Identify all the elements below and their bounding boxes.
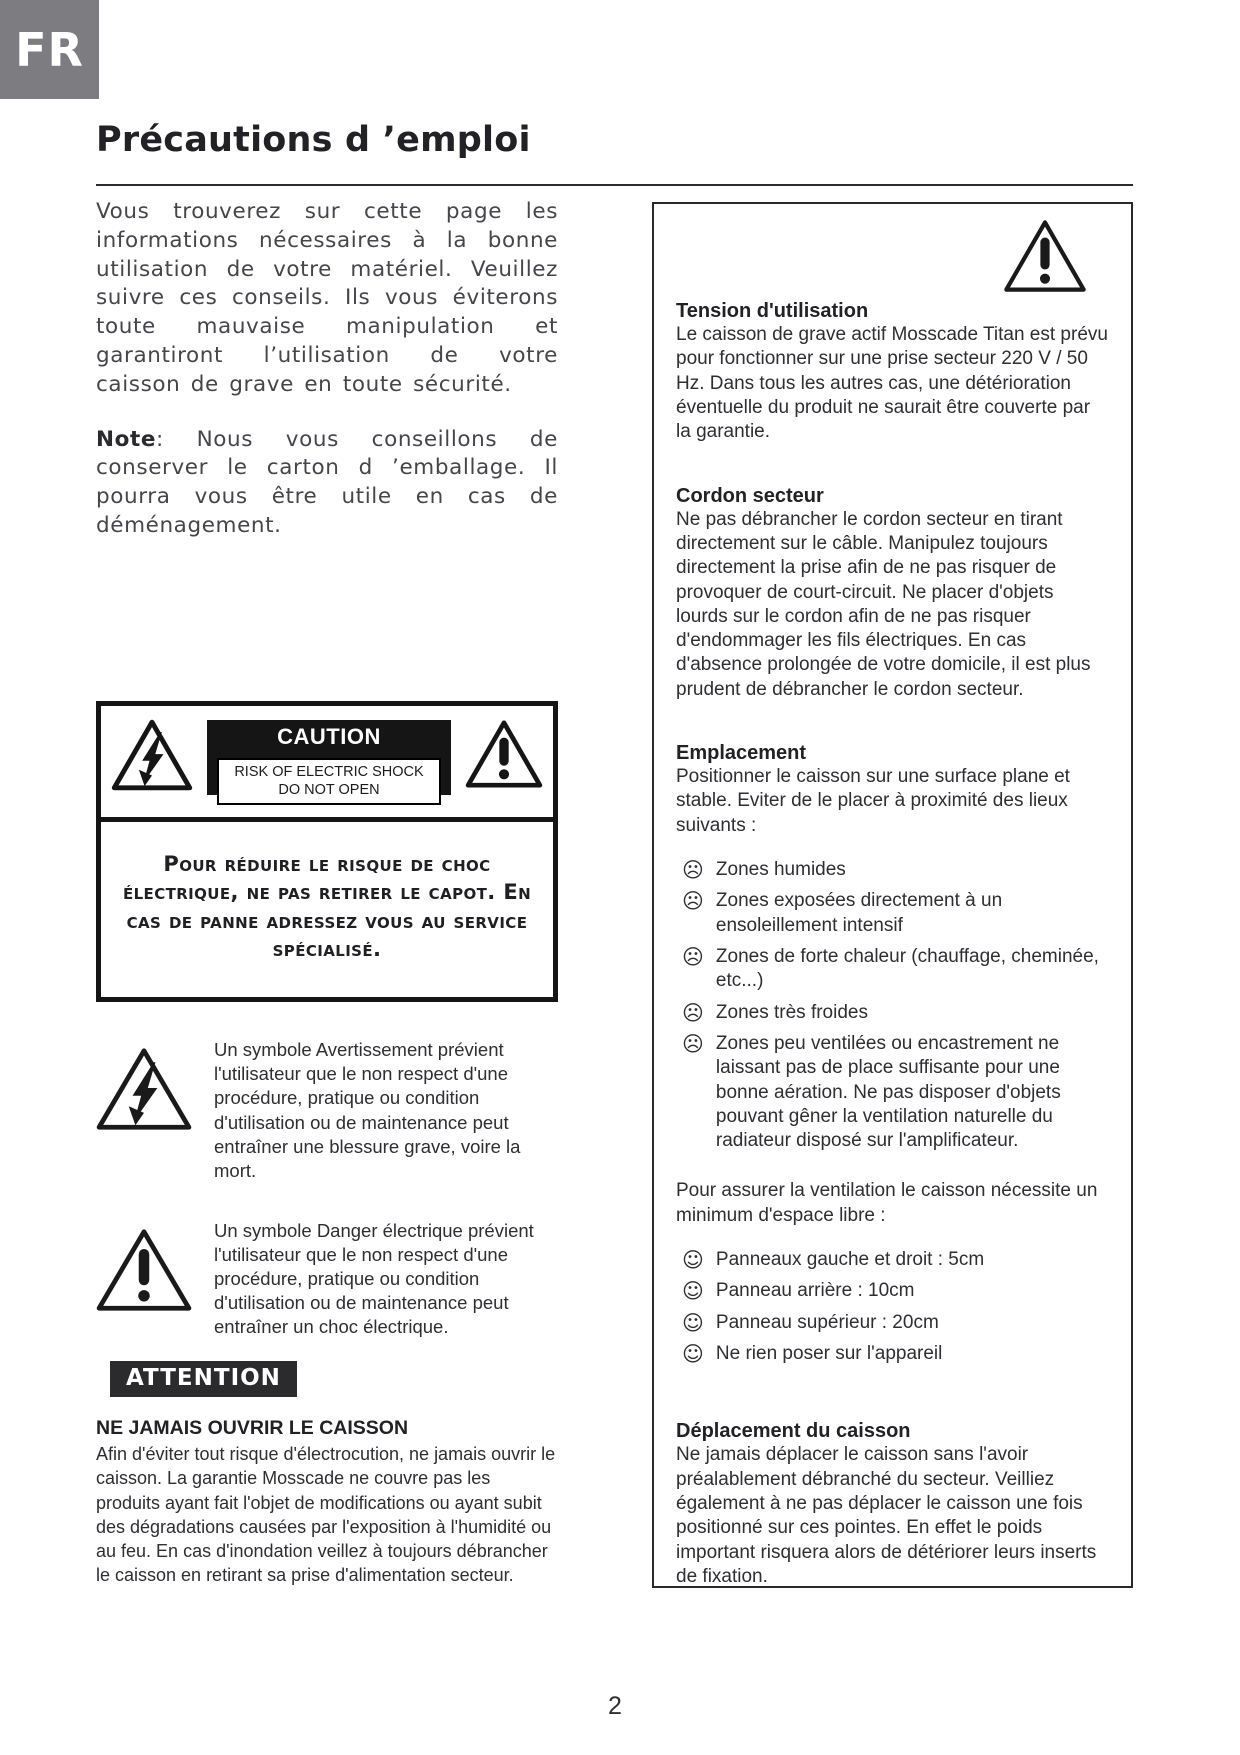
list-item-text: Zones peu ventilées ou encastrement ne laissant pas de place suffisante pour une bonne aération. Ne pas disposer d'objets pouvant gêner la ventilation naturelle du radiateur disposé sur l'amplificateur. [715,1032,1061,1152]
list-item-text: Panneaux gauche et droit : 5cm [715,1249,985,1271]
note-paragraph [96,426,558,541]
never-open-body: Afin d'éviter tout risque d'électrocution, ne jamais ouvrir le caisson. La garantie Mosscade ne couvre pas les produits ayant fait l'objet de modifications ou ayant subit des dégradations causées par l'exposition à l'humidité ou au feu. En cas d'inondation veillez à toujours débrancher le caisson en retirant sa prise d'alimentation secteur. [96,1443,556,1586]
caution-body-text: Pour réduire le risque de choc électrique, ne pas retirer le capot. En cas de panne adressez vous au service spécialisé. [122,852,532,962]
caution-banner-title: CAUTION [277,723,381,749]
never-open-heading: NE JAMAIS OUVRIR LE CAISSON [96,1416,409,1439]
page-title: Précautions d ’emploi [96,120,531,160]
note-text: : Nous vous conseillons de conserver le carton d ’emballage. Il pourra vous être utile en cas de déménagement. [96,426,558,538]
exclamation-triangle-icon [96,1219,192,1318]
lightning-triangle-icon [111,718,193,792]
safety-info-box [652,202,1133,1588]
warning-row-avertissement [96,1038,558,1182]
caution-sub-line1: RISK OF ELECTRIC SHOCK [234,763,424,780]
frown-face-icon: ☹ [682,889,704,914]
caution-banner-group [207,720,451,811]
list-item-text: Zones exposées directement à un ensoleillement intensif [715,890,1003,936]
warning-text: Un symbole Avertissement prévient l'utilisateur que le non respect d'une procédure, pratique ou condition d'utilisation ou de maintenance peut entraîner une blessure grave, voire la mort. [214,1039,521,1181]
smile-face-icon: ☺ [682,1279,704,1304]
section-cordon [676,485,1109,703]
section-body: Ne jamais déplacer le caisson sans l'avoir préalablement débranché du secteur. Veilliez également à ne pas déplacer le caisson une fois positionné sur ces pointes. En effet le poids important risquera alors de détériorer leurs inserts de fixation. [676,1444,1097,1587]
list-item-text: Ne rien poser sur l'appareil [715,1343,943,1364]
list-item [676,1279,1109,1303]
section-heading: Cordon secteur [676,484,824,507]
section-heading: Tension d'utilisation [676,300,869,322]
list-item-text: Zones très froides [715,1001,868,1023]
smile-face-icon: ☺ [682,1310,704,1335]
caution-plate-top [101,706,553,817]
title-underline [96,184,1133,186]
smile-face-icon: ☺ [682,1342,704,1366]
left-column [96,198,558,1588]
list-item [676,1032,1109,1154]
exclamation-triangle-icon [1003,218,1087,294]
ventilation-intro: Pour assurer la ventilation le caisson nécessite un minimum d'espace libre : [676,1180,1098,1226]
never-open-section [96,1417,558,1588]
warning-text: Un symbole Danger électrique prévient l'utilisateur que le non respect d'une procédure, pratique ou condition d'utilisation ou de maintenance peut entraîner un choc électrique. [214,1219,534,1337]
intro-paragraph: Vous trouverez sur cette page les informations nécessaires à la bonne utilisation de votre matériel. Veuillez suivre ces conseils. Ils vous éviterons toute mauvaise manipulation et garantiront l’utilisation de votre caisson de grave en toute sécurité. [96,199,558,397]
caution-sub-line2: DO NOT OPEN [278,781,380,798]
section-emplacement [676,742,1109,1153]
section-body: Le caisson de grave actif Mosscade Titan est prévu pour fonctionner sur une prise secteur 220 V / 50 Hz. Dans tous les autres cas, une détérioration éventuelle du produit ne saurait être couverte par la garantie. [676,324,1108,443]
frown-face-icon: ☹ [682,1000,704,1025]
caution-sub-box [217,758,441,805]
section-tension [676,300,1109,445]
frown-face-icon: ☹ [682,1031,704,1056]
list-item-text: Panneau arrière : 10cm [715,1280,915,1302]
clearance-list [676,1248,1109,1366]
lightning-triangle-icon [96,1038,192,1137]
list-item [676,1311,1109,1335]
caution-banner [207,720,451,798]
list-item-text: Zones de forte chaleur (chauffage, cheminée, etc...) [715,945,1099,992]
list-item [676,889,1109,938]
list-item-text: Panneau supérieur : 20cm [715,1311,939,1333]
list-item [676,945,1109,994]
note-label: Note [96,426,157,452]
section-body: Ne pas débrancher le cordon secteur en tirant directement sur le câble. Manipulez toujours directement la prise afin de ne pas risquer de provoquer de court-circuit. Ne placer d'objets lourds sur le cordon afin de ne pas risquer d'endommager les fils électriques. En cas d'absence prolongée de votre domicile, il est plus prudent de débrancher le cordon secteur. [676,508,1091,700]
caution-plate [96,701,558,1003]
section-body: Positionner le caisson sur une surface plane et stable. Eviter de le placer à proximité des lieux suivants : [676,766,1070,836]
frown-face-icon: ☹ [682,858,704,882]
section-ventilation [676,1179,1109,1366]
avoid-zones-list [676,858,1109,1153]
list-item [676,1248,1109,1272]
list-item-text: Zones humides [715,859,846,880]
list-item [676,1342,1109,1366]
smile-face-icon: ☺ [682,1248,704,1273]
page-number: 2 [608,1692,622,1720]
list-item [676,1001,1109,1025]
section-heading: Emplacement [676,742,807,765]
language-badge-label: FR [15,22,84,77]
exclamation-triangle-icon [465,718,543,790]
section-deplacement [676,1420,1109,1589]
frown-face-icon: ☹ [682,944,704,969]
language-badge [0,0,99,99]
section-heading: Déplacement du caisson [676,1420,911,1443]
warning-row-danger-electrique [96,1219,558,1339]
attention-badge: ATTENTION [110,1361,297,1397]
list-item [676,858,1109,882]
box-warning-icon-wrap [676,218,1109,294]
